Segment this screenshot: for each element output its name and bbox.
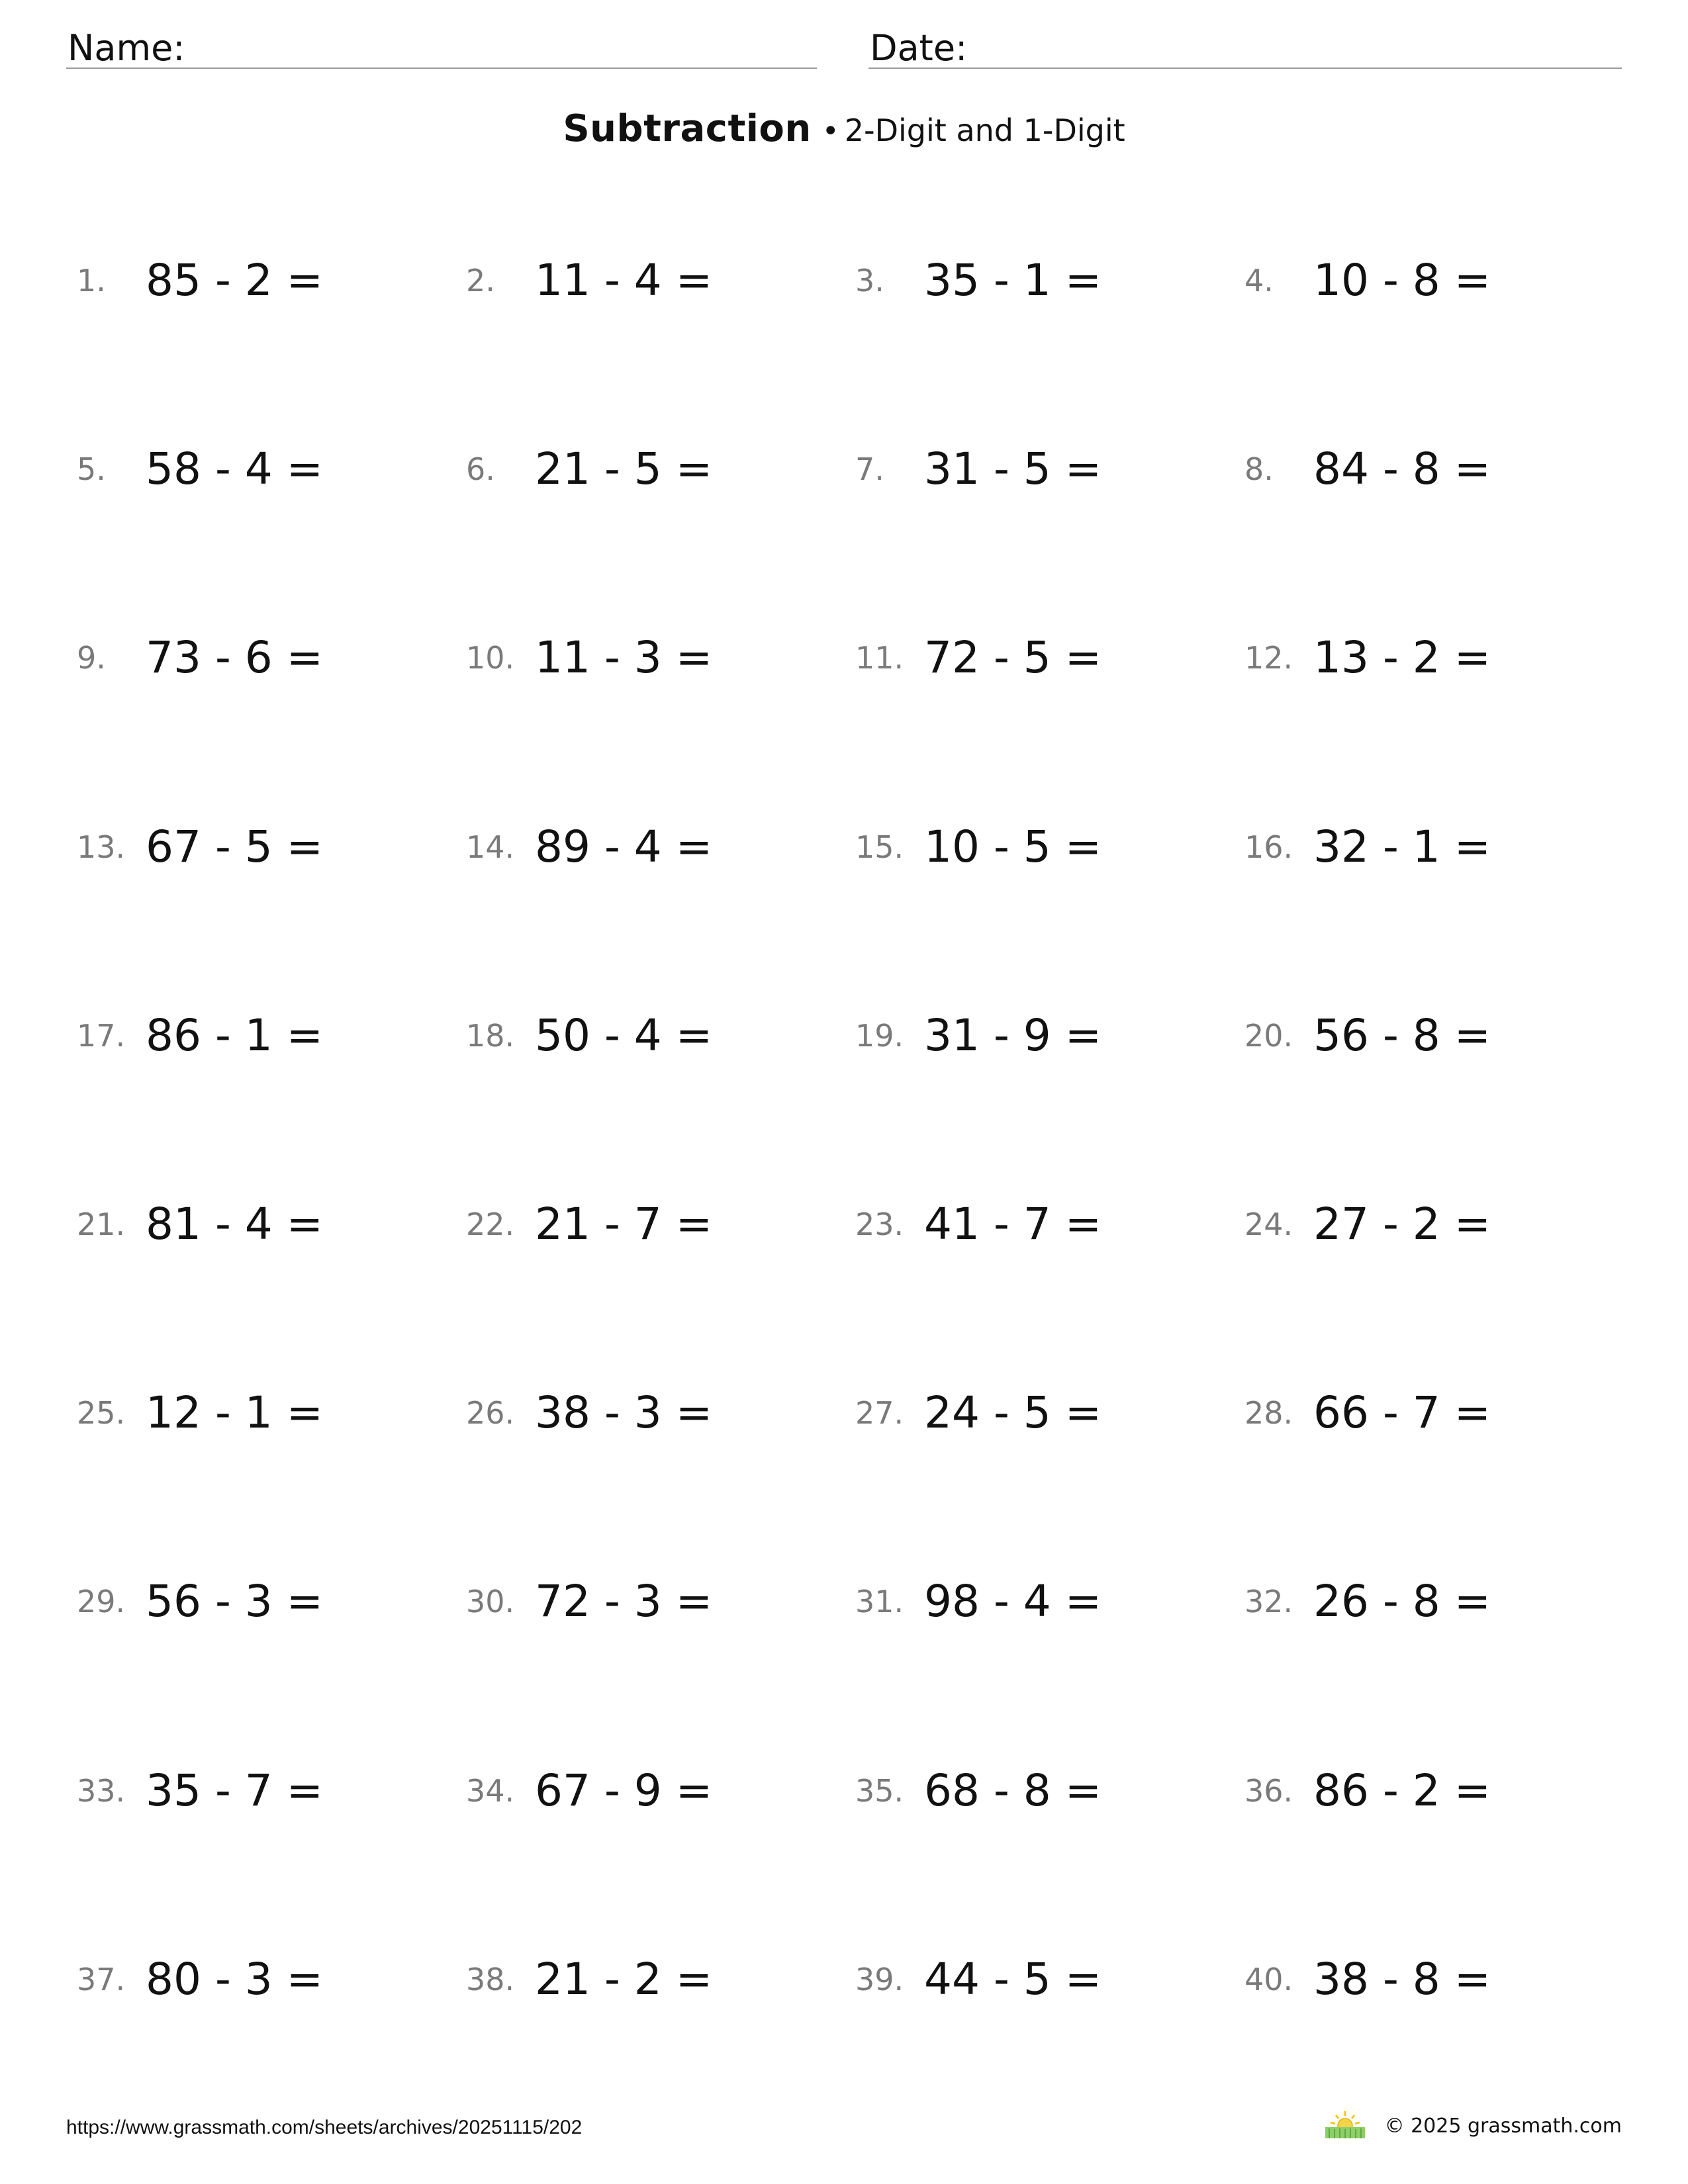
problem-grid xyxy=(66,248,1622,2135)
problem-item xyxy=(455,814,845,880)
problem-item xyxy=(455,1569,845,1635)
problem-expression: 50 - 4 = xyxy=(535,1009,713,1061)
problem-item xyxy=(1234,1569,1622,1635)
problem-item xyxy=(66,814,455,880)
problem-expression: 98 - 4 = xyxy=(924,1576,1102,1627)
problem-expression: 84 - 8 = xyxy=(1313,443,1491,495)
problem-number: 11. xyxy=(855,640,904,676)
footer-branding xyxy=(1324,2110,1622,2142)
problem-expression: 67 - 5 = xyxy=(146,821,324,872)
problem-item xyxy=(455,625,845,691)
problem-expression: 72 - 5 = xyxy=(924,632,1102,684)
problem-number: 17. xyxy=(77,1017,126,1054)
problem-item xyxy=(66,248,455,314)
problem-number: 18. xyxy=(466,1017,515,1054)
problem-expression: 27 - 2 = xyxy=(1313,1198,1491,1250)
problem-expression: 89 - 4 = xyxy=(535,821,713,872)
problem-number: 3. xyxy=(855,263,884,298)
problem-expression: 66 - 7 = xyxy=(1313,1387,1491,1439)
problem-expression: 72 - 3 = xyxy=(535,1576,713,1627)
problem-expression: 11 - 4 = xyxy=(535,255,713,306)
problem-expression: 38 - 3 = xyxy=(535,1387,713,1439)
problem-item xyxy=(1234,436,1622,502)
problem-number: 13. xyxy=(77,829,126,865)
problem-number: 25. xyxy=(77,1395,126,1432)
problem-expression: 13 - 2 = xyxy=(1313,632,1491,684)
problem-expression: 73 - 6 = xyxy=(146,632,324,684)
problem-expression: 85 - 2 = xyxy=(146,255,324,306)
problem-expression: 56 - 3 = xyxy=(146,1576,324,1627)
title-main: Subtraction xyxy=(563,107,812,150)
problem-number: 1. xyxy=(77,263,106,298)
problem-expression: 10 - 5 = xyxy=(924,821,1102,872)
copyright-text: © 2025 grassmath.com xyxy=(1384,2114,1622,2138)
problem-item xyxy=(455,1003,845,1069)
problem-item xyxy=(66,436,455,502)
problem-expression: 67 - 9 = xyxy=(535,1764,713,1816)
worksheet-title xyxy=(0,106,1688,161)
problem-number: 40. xyxy=(1244,1961,1293,1997)
problem-number: 32. xyxy=(1244,1584,1293,1620)
problem-item xyxy=(66,1946,455,2013)
title-separator: • xyxy=(821,114,839,148)
problem-expression: 31 - 5 = xyxy=(924,443,1102,495)
problem-item xyxy=(66,1380,455,1446)
problem-number: 10. xyxy=(466,640,515,676)
problem-number: 37. xyxy=(77,1961,126,1997)
problem-number: 29. xyxy=(77,1584,126,1620)
problem-number: 26. xyxy=(466,1395,515,1432)
problem-expression: 21 - 2 = xyxy=(535,1953,713,2005)
problem-number: 21. xyxy=(77,1206,126,1242)
problem-number: 7. xyxy=(855,451,884,488)
problem-item xyxy=(1234,1380,1622,1446)
problem-item xyxy=(455,1946,845,2013)
problem-item xyxy=(1234,248,1622,314)
problem-item xyxy=(845,248,1234,314)
date-field[interactable] xyxy=(868,23,1622,69)
problem-item xyxy=(845,1569,1234,1635)
problem-number: 20. xyxy=(1244,1017,1293,1054)
problem-number: 12. xyxy=(1244,640,1293,676)
problem-expression: 38 - 8 = xyxy=(1313,1953,1491,2005)
name-field[interactable] xyxy=(66,23,817,69)
problem-item xyxy=(845,625,1234,691)
problem-expression: 86 - 1 = xyxy=(146,1009,324,1061)
problem-number: 5. xyxy=(77,451,106,488)
problem-item xyxy=(845,1380,1234,1446)
problem-item xyxy=(845,1946,1234,2013)
problem-number: 6. xyxy=(466,451,495,488)
problem-number: 22. xyxy=(466,1206,515,1242)
problem-item xyxy=(1234,1758,1622,1824)
problem-number: 19. xyxy=(855,1017,904,1054)
problem-expression: 24 - 5 = xyxy=(924,1387,1102,1439)
problem-item xyxy=(845,1758,1234,1824)
problem-item xyxy=(845,1003,1234,1069)
problem-number: 23. xyxy=(855,1206,904,1242)
problem-expression: 41 - 7 = xyxy=(924,1198,1102,1250)
problem-item xyxy=(1234,1946,1622,2013)
problem-expression: 58 - 4 = xyxy=(146,443,324,495)
problem-item xyxy=(845,436,1234,502)
problem-expression: 80 - 3 = xyxy=(146,1953,324,2005)
problem-expression: 11 - 3 = xyxy=(535,632,713,684)
problem-item xyxy=(455,436,845,502)
problem-number: 31. xyxy=(855,1584,904,1620)
sun-over-grass-icon xyxy=(1324,2110,1366,2142)
problem-number: 27. xyxy=(855,1395,904,1432)
problem-expression: 86 - 2 = xyxy=(1313,1764,1491,1816)
problem-expression: 10 - 8 = xyxy=(1313,255,1491,306)
problem-number: 33. xyxy=(77,1772,126,1809)
problem-item xyxy=(66,1191,455,1257)
problem-expression: 26 - 8 = xyxy=(1313,1576,1491,1627)
problem-number: 2. xyxy=(466,263,495,298)
problem-expression: 12 - 1 = xyxy=(146,1387,324,1439)
problem-expression: 31 - 9 = xyxy=(924,1009,1102,1061)
problem-item xyxy=(455,248,845,314)
problem-expression: 44 - 5 = xyxy=(924,1953,1102,2005)
problem-expression: 68 - 8 = xyxy=(924,1764,1102,1816)
problem-expression: 21 - 7 = xyxy=(535,1198,713,1250)
problem-item xyxy=(1234,814,1622,880)
name-label: Name: xyxy=(68,27,185,69)
problem-expression: 35 - 7 = xyxy=(146,1764,324,1816)
problem-expression: 56 - 8 = xyxy=(1313,1009,1491,1061)
problem-expression: 35 - 1 = xyxy=(924,255,1102,306)
problem-number: 28. xyxy=(1244,1395,1293,1432)
title-subtitle: 2-Digit and 1-Digit xyxy=(844,113,1125,148)
problem-number: 14. xyxy=(466,829,515,865)
footer-url[interactable]: https://www.grassmath.com/sheets/archives/20251115/202 xyxy=(66,2116,583,2138)
problem-number: 35. xyxy=(855,1772,904,1809)
problem-item xyxy=(66,1003,455,1069)
problem-number: 34. xyxy=(466,1772,515,1809)
problem-number: 38. xyxy=(466,1961,515,1997)
problem-number: 9. xyxy=(77,640,106,676)
date-label: Date: xyxy=(870,27,968,69)
problem-expression: 81 - 4 = xyxy=(146,1198,324,1250)
problem-item xyxy=(1234,1003,1622,1069)
problem-item xyxy=(455,1191,845,1257)
problem-item xyxy=(1234,625,1622,691)
problem-number: 39. xyxy=(855,1961,904,1997)
problem-item xyxy=(66,1758,455,1824)
problem-item xyxy=(66,625,455,691)
problem-expression: 32 - 1 = xyxy=(1313,821,1491,872)
problem-number: 30. xyxy=(466,1584,515,1620)
problem-number: 16. xyxy=(1244,829,1293,865)
problem-item xyxy=(845,1191,1234,1257)
problem-number: 8. xyxy=(1244,451,1274,488)
problem-expression: 21 - 5 = xyxy=(535,443,713,495)
problem-number: 15. xyxy=(855,829,904,865)
problem-number: 36. xyxy=(1244,1772,1293,1809)
problem-number: 24. xyxy=(1244,1206,1293,1242)
problem-item xyxy=(455,1758,845,1824)
problem-number: 4. xyxy=(1244,263,1274,298)
problem-item xyxy=(455,1380,845,1446)
problem-item xyxy=(66,1569,455,1635)
problem-item xyxy=(1234,1191,1622,1257)
problem-item xyxy=(845,814,1234,880)
